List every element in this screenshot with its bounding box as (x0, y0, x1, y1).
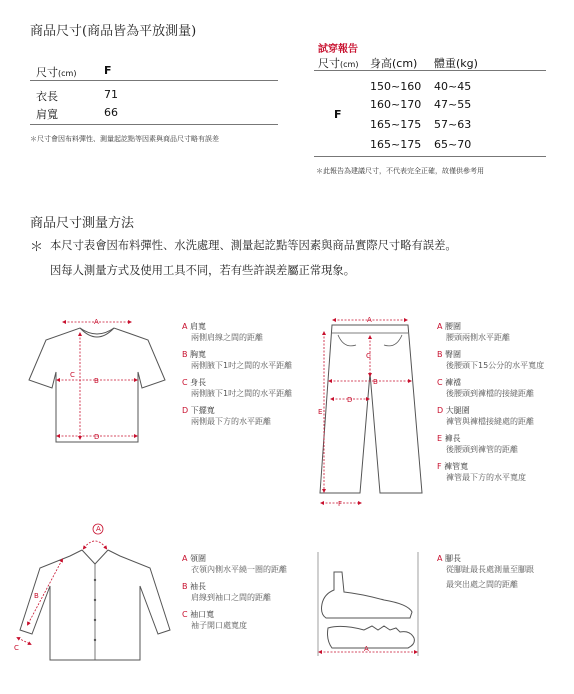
legend-desc: 後腰頭到褲管的距離 (446, 445, 518, 454)
trial-row-weight: 40~45 (434, 80, 472, 93)
legend-item (182, 321, 292, 332)
size-header-text: 尺寸 (36, 66, 58, 79)
legend-item (437, 433, 544, 444)
size-row-value: 66 (104, 106, 118, 119)
tshirt-diagram (20, 310, 175, 455)
size-row-value: 71 (104, 88, 118, 101)
size-header-unit: (cm) (58, 69, 77, 78)
size-table-footnote: ＊尺寸會因布料彈性、測量起訖點等因素與商品尺寸略有誤差 (30, 135, 219, 143)
size-row-label: 肩寬 (36, 108, 58, 121)
legend-desc: 兩側肩線之間的距離 (191, 333, 263, 342)
legend-key: A (182, 322, 188, 331)
foot-diagram (312, 548, 427, 660)
size-header-size: F (104, 64, 112, 77)
shirt-legend (182, 553, 287, 631)
legend-name: 腳長 (445, 554, 462, 563)
size-header-label (36, 64, 76, 80)
legend-name: 袖長 (190, 582, 207, 591)
size-row-label: 衣長 (36, 90, 58, 103)
legend-desc: 腰頭兩側水平距離 (446, 333, 510, 342)
shirt-label-a: A (96, 525, 101, 533)
tshirt-label-b: B (94, 377, 99, 385)
trial-col-size-text: 尺寸 (318, 57, 340, 70)
pants-legend (437, 321, 544, 483)
legend-desc: 從腳趾最長處測量至腳跟 (446, 565, 534, 574)
legend-key: C (182, 610, 188, 619)
trial-col-weight: 體重(kg) (434, 57, 478, 70)
foot-top-outline (328, 626, 415, 648)
legend-key: E (437, 434, 443, 443)
legend-desc-2: 最突出處之間的距離 (446, 580, 518, 589)
legend-key: B (182, 350, 188, 359)
trial-report-title: 試穿報告 (318, 44, 358, 55)
legend-desc: 肩線到袖口之間的距離 (191, 593, 271, 602)
tshirt-label-d: D (94, 433, 100, 441)
trial-row-height: 160~170 (370, 98, 422, 111)
legend-name: 褲襠 (445, 378, 462, 387)
legend-desc: 衣領內側水平繞一圈的距離 (191, 565, 287, 574)
legend-desc: 兩側腋下1吋之間的水平距離 (191, 389, 293, 398)
trial-row-height: 165~175 (370, 118, 422, 131)
trial-row-weight: 57~63 (434, 118, 472, 131)
legend-key: A (182, 554, 188, 563)
legend-item (437, 349, 544, 360)
legend-name: 下擺寬 (190, 406, 215, 415)
legend-key: A (437, 322, 443, 331)
legend-name: 臀圍 (445, 350, 462, 359)
shirt-label-c: C (14, 644, 19, 652)
legend-name: 胸寬 (190, 350, 207, 359)
legend-desc: 褲管與褲檔接縫處的距離 (446, 417, 534, 426)
tshirt-legend (182, 321, 292, 427)
size-table-bottom-line (30, 124, 278, 125)
foot-label-a: A (364, 645, 369, 653)
method-title: 商品尺寸測量方法 (30, 216, 135, 231)
trial-col-height: 身高(cm) (370, 57, 418, 70)
tshirt-label-c: C (70, 371, 75, 379)
legend-desc: 後腰頭下15公分的水平寬度 (446, 361, 545, 370)
legend-name: 腰圍 (445, 322, 462, 331)
legend-name: 大腿圍 (445, 406, 470, 415)
foot-side-outline (322, 572, 413, 618)
trial-table-bottom-line (314, 156, 546, 157)
legend-item (437, 377, 544, 388)
legend-desc: 袖子開口處寬度 (191, 621, 247, 630)
foot-legend (437, 553, 534, 590)
method-line-1: 本尺寸表會因布料彈性、水洗處理、測量起訖點等因素與商品實際尺寸略有誤差。 (50, 239, 457, 252)
size-table-title: 商品尺寸(商品皆為平放測量) (30, 24, 197, 39)
legend-item (437, 461, 544, 472)
legend-key: B (437, 350, 443, 359)
tshirt-outline (29, 328, 165, 442)
tshirt-label-a: A (94, 318, 99, 326)
legend-item (182, 405, 292, 416)
size-table-divider (30, 80, 278, 81)
legend-name: 肩寬 (190, 322, 207, 331)
method-bullet: ＊ (30, 240, 44, 255)
legend-name: 褲長 (444, 434, 461, 443)
legend-key: B (182, 582, 188, 591)
legend-key: C (182, 378, 188, 387)
legend-item (437, 321, 544, 332)
shirt-diagram (10, 520, 175, 670)
pants-label-b: B (373, 378, 378, 386)
legend-key: F (437, 462, 442, 471)
legend-desc: 兩側最下方的水平距離 (191, 417, 271, 426)
trial-size-value: F (334, 108, 342, 121)
shirt-label-b: B (34, 592, 39, 600)
legend-name: 袖口寬 (190, 610, 215, 619)
trial-row-height: 150~160 (370, 80, 422, 93)
legend-desc: 褲管最下方的水平寬度 (446, 473, 526, 482)
pants-label-a: A (367, 316, 372, 324)
pants-label-c: C (366, 352, 371, 360)
pants-label-d: D (347, 396, 353, 404)
pants-label-e: E (318, 408, 323, 416)
trial-row-weight: 65~70 (434, 138, 472, 151)
legend-key: D (437, 406, 444, 415)
legend-item (182, 377, 292, 388)
trial-table-divider (314, 70, 546, 71)
legend-key: A (437, 554, 443, 563)
legend-name: 領圍 (190, 554, 207, 563)
legend-item (182, 609, 287, 620)
method-line-2: 因每人測量方式及使用工具不同，若有些許誤差屬正常現象。 (50, 264, 356, 277)
trial-report-footnote: ＊此報告為建議尺寸，不代表完全正確，故僅供參考用 (316, 167, 484, 175)
pants-label-f: F (338, 500, 343, 508)
legend-key: C (437, 378, 443, 387)
legend-item (437, 405, 544, 416)
pants-diagram (310, 313, 430, 513)
legend-item (182, 349, 292, 360)
legend-desc: 兩側腋下1吋之間的水平距離 (191, 361, 293, 370)
trial-col-size-unit: (cm) (340, 60, 359, 69)
trial-row-height: 165~175 (370, 138, 422, 151)
legend-item (182, 553, 287, 564)
pants-outline (320, 325, 422, 493)
trial-col-size (318, 55, 358, 71)
legend-key: D (182, 406, 189, 415)
legend-item (437, 553, 534, 564)
legend-desc: 後腰頭到褲檔的接縫距離 (446, 389, 534, 398)
legend-name: 褲管寬 (444, 462, 469, 471)
legend-item (182, 581, 287, 592)
legend-name: 身長 (190, 378, 207, 387)
trial-row-weight: 47~55 (434, 98, 472, 111)
